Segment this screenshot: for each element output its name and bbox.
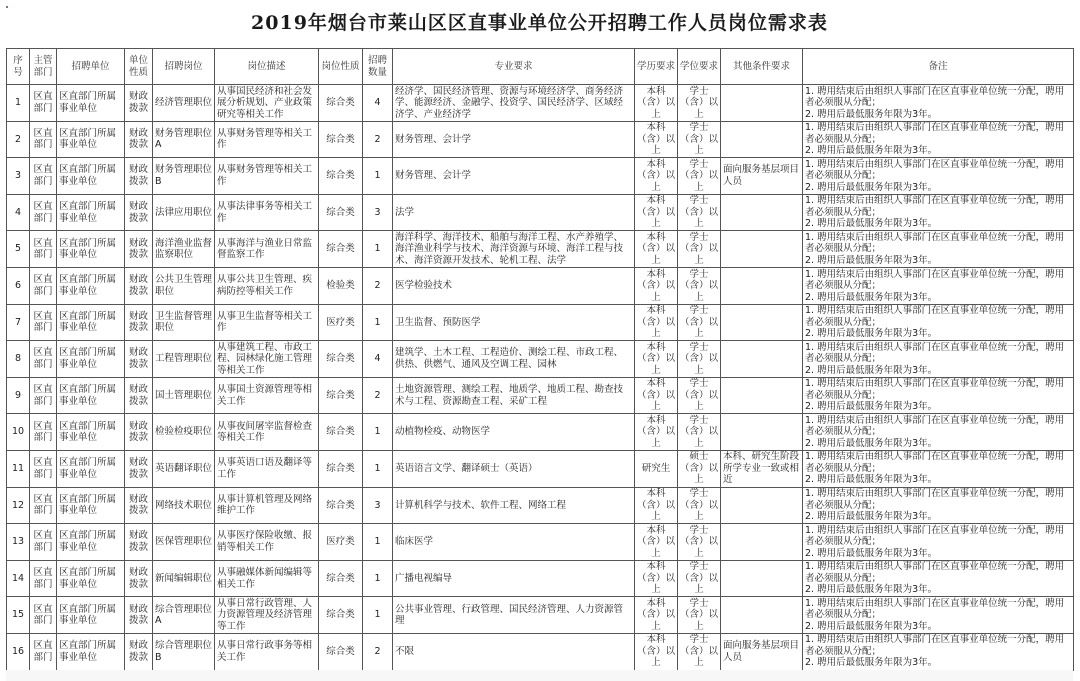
cell-edu: 本科（含）以上 <box>635 158 678 195</box>
cell-major: 经济学、国民经济管理、资源与环境经济学、商务经济学、能源经济、金融学、投资学、国民经济学、区域经济学、产业经济学 <box>393 85 635 122</box>
cell-other <box>721 597 803 634</box>
cell-nature: 财政拨款 <box>125 597 153 634</box>
cell-count: 4 <box>363 85 393 122</box>
cell-nature: 财政拨款 <box>125 450 153 487</box>
cell-unit: 区直部门所属事业单位 <box>57 304 125 341</box>
job-requirements-table <box>6 48 1074 671</box>
cell-degree: 学士（含）以上 <box>678 633 721 670</box>
cell-no: 15 <box>7 597 30 634</box>
cell-type: 医疗类 <box>319 524 363 561</box>
table-row <box>7 560 1074 597</box>
header-unit: 招聘单位 <box>57 49 125 85</box>
note-line-2: 2. 聘用后最低服务年限为3年。 <box>805 401 938 413</box>
table-row <box>7 194 1074 231</box>
header-dept: 主管部门 <box>30 49 57 85</box>
page-title: 2019年烟台市莱山区区直事业单位公开招聘工作人员岗位需求表 <box>251 12 828 34</box>
cell-post: 网络技术职位 <box>153 487 215 524</box>
cell-count: 2 <box>363 267 393 304</box>
cell-unit: 区直部门所属事业单位 <box>57 450 125 487</box>
cell-degree: 学士（含）以上 <box>678 231 721 268</box>
cell-dept: 区直部门 <box>30 158 57 195</box>
cell-unit: 区直部门所属事业单位 <box>57 377 125 414</box>
cell-post: 英语翻译职位 <box>153 450 215 487</box>
cell-desc: 从事融媒体新闻编辑等相关工作 <box>215 560 319 597</box>
cell-edu: 本科（含）以上 <box>635 194 678 231</box>
cell-unit: 区直部门所属事业单位 <box>57 341 125 378</box>
cell-unit: 区直部门所属事业单位 <box>57 633 125 670</box>
table-row <box>7 414 1074 451</box>
cell-notes <box>803 194 1074 231</box>
cell-nature: 财政拨款 <box>125 633 153 670</box>
cell-major: 动植物检疫、动物医学 <box>393 414 635 451</box>
cell-desc: 从事英语口语及翻译等工作 <box>215 450 319 487</box>
cell-other <box>721 487 803 524</box>
cell-dept: 区直部门 <box>30 524 57 561</box>
cell-count: 2 <box>363 377 393 414</box>
table-row <box>7 377 1074 414</box>
table-row <box>7 450 1074 487</box>
cell-type: 综合类 <box>319 377 363 414</box>
cell-nature: 财政拨款 <box>125 560 153 597</box>
cell-unit: 区直部门所属事业单位 <box>57 121 125 158</box>
note-line-1: 1. 聘用结束后由组织人事部门在区直事业单位统一分配，聘用者必须服从分配； <box>805 341 1065 365</box>
cell-nature: 财政拨款 <box>125 304 153 341</box>
cell-nature: 财政拨款 <box>125 121 153 158</box>
cell-dept: 区直部门 <box>30 304 57 341</box>
table-row <box>7 231 1074 268</box>
cell-post: 综合管理职位A <box>153 597 215 634</box>
cell-count: 1 <box>363 597 393 634</box>
cell-post: 综合管理职位B <box>153 633 215 670</box>
cell-degree: 学士（含）以上 <box>678 560 721 597</box>
cell-edu: 本科（含）以上 <box>635 414 678 451</box>
note-line-1: 1. 聘用结束后由组织人事部门在区直事业单位统一分配，聘用者必须服从分配； <box>805 122 1065 145</box>
cell-type: 综合类 <box>319 414 363 451</box>
note-line-2: 2. 聘用后最低服务年限为3年。 <box>805 254 938 266</box>
cell-nature: 财政拨款 <box>125 487 153 524</box>
cell-degree: 学士（含）以上 <box>678 414 721 451</box>
cell-notes <box>803 304 1074 341</box>
cell-major: 不限 <box>393 633 635 670</box>
cell-unit: 区直部门所属事业单位 <box>57 560 125 597</box>
cell-other <box>721 341 803 378</box>
cell-post: 海洋渔业监督监察职位 <box>153 231 215 268</box>
cell-count: 1 <box>363 231 393 268</box>
cell-type: 综合类 <box>319 231 363 268</box>
note-line-1: 1. 聘用结束后由组织人事部门在区直事业单位统一分配，聘用者必须服从分配； <box>805 378 1065 401</box>
note-line-1: 1. 聘用结束后由组织人事部门在区直事业单位统一分配，聘用者必须服从分配； <box>805 231 1065 255</box>
cell-dept: 区直部门 <box>30 194 57 231</box>
cell-unit: 区直部门所属事业单位 <box>57 231 125 268</box>
note-line-2: 2. 聘用后最低服务年限为3年。 <box>805 181 938 193</box>
note-line-2: 2. 聘用后最低服务年限为3年。 <box>805 328 938 340</box>
cell-edu: 本科（含）以上 <box>635 267 678 304</box>
cell-unit: 区直部门所属事业单位 <box>57 85 125 122</box>
cell-major: 法学 <box>393 194 635 231</box>
cell-type: 综合类 <box>319 85 363 122</box>
cell-post: 公共卫生管理职位 <box>153 267 215 304</box>
cell-dept: 区直部门 <box>30 414 57 451</box>
table-row <box>7 633 1074 670</box>
cell-edu: 本科（含）以上 <box>635 524 678 561</box>
note-line-1: 1. 聘用结束后由组织人事部门在区直事业单位统一分配，聘用者必须服从分配； <box>805 524 1065 548</box>
cell-type: 综合类 <box>319 633 363 670</box>
cell-notes <box>803 560 1074 597</box>
table-row <box>7 487 1074 524</box>
cell-desc: 从事建筑工程、市政工程、园林绿化施工管理等相关工作 <box>215 341 319 378</box>
cell-count: 3 <box>363 194 393 231</box>
cell-degree: 学士（含）以上 <box>678 377 721 414</box>
header-no: 序号 <box>7 49 30 85</box>
cell-unit: 区直部门所属事业单位 <box>57 414 125 451</box>
cell-major: 卫生监督、预防医学 <box>393 304 635 341</box>
note-line-2: 2. 聘用后最低服务年限为3年。 <box>805 108 938 120</box>
cell-major: 临床医学 <box>393 524 635 561</box>
note-line-1: 1. 聘用结束后由组织人事部门在区直事业单位统一分配，聘用者必须服从分配； <box>805 561 1065 584</box>
note-line-1: 1. 聘用结束后由组织人事部门在区直事业单位统一分配，聘用者必须服从分配； <box>805 597 1065 621</box>
note-line-1: 1. 聘用结束后由组织人事部门在区直事业单位统一分配，聘用者必须服从分配； <box>805 451 1065 474</box>
cell-notes <box>803 158 1074 195</box>
cell-nature: 财政拨款 <box>125 524 153 561</box>
cell-edu: 本科（含）以上 <box>635 121 678 158</box>
header-notes: 备注 <box>803 49 1074 85</box>
table-row <box>7 341 1074 378</box>
cell-major: 海洋科学、海洋技术、船舶与海洋工程、水产养殖学、海洋渔业科学与技术、海洋资源与环境、海洋工程与技术、海洋资源开发技术、轮机工程、法学 <box>393 231 635 268</box>
note-line-2: 2. 聘用后最低服务年限为3年。 <box>805 657 938 669</box>
cell-count: 2 <box>363 121 393 158</box>
table-row <box>7 597 1074 634</box>
cell-other <box>721 121 803 158</box>
cell-no: 10 <box>7 414 30 451</box>
cell-unit: 区直部门所属事业单位 <box>57 597 125 634</box>
cell-post: 经济管理职位 <box>153 85 215 122</box>
cell-dept: 区直部门 <box>30 85 57 122</box>
table-row <box>7 85 1074 122</box>
cell-type: 综合类 <box>319 560 363 597</box>
header-major: 专业要求 <box>393 49 635 85</box>
note-line-1: 1. 聘用结束后由组织人事部门在区直事业单位统一分配，聘用者必须服从分配； <box>805 414 1065 438</box>
cell-nature: 财政拨款 <box>125 377 153 414</box>
cell-dept: 区直部门 <box>30 597 57 634</box>
note-line-2: 2. 聘用后最低服务年限为3年。 <box>805 437 938 449</box>
header-degree: 学位要求 <box>678 49 721 85</box>
cell-type: 综合类 <box>319 450 363 487</box>
note-line-2: 2. 聘用后最低服务年限为3年。 <box>805 218 938 230</box>
cell-degree: 学士（含）以上 <box>678 121 721 158</box>
cell-degree: 学士（含）以上 <box>678 267 721 304</box>
cell-post: 卫生监督管理职位 <box>153 304 215 341</box>
cell-desc: 从事医疗保险收缴、报销等相关工作 <box>215 524 319 561</box>
cell-post: 检验检疫职位 <box>153 414 215 451</box>
cell-edu: 本科（含）以上 <box>635 487 678 524</box>
cell-desc: 从事日常行政管理、人力资源管理及经济管理等工作 <box>215 597 319 634</box>
cell-nature: 财政拨款 <box>125 414 153 451</box>
cell-other <box>721 377 803 414</box>
cell-type: 综合类 <box>319 597 363 634</box>
cell-other <box>721 85 803 122</box>
cell-notes <box>803 414 1074 451</box>
cell-post: 法律应用职位 <box>153 194 215 231</box>
cell-unit: 区直部门所属事业单位 <box>57 267 125 304</box>
cell-count: 1 <box>363 524 393 561</box>
note-line-1: 1. 聘用结束后由组织人事部门在区直事业单位统一分配，聘用者必须服从分配； <box>805 305 1065 328</box>
cell-type: 综合类 <box>319 487 363 524</box>
cell-notes <box>803 633 1074 670</box>
cell-no: 1 <box>7 85 30 122</box>
note-line-2: 2. 聘用后最低服务年限为3年。 <box>805 511 938 523</box>
cell-dept: 区直部门 <box>30 560 57 597</box>
cell-desc: 从事国土资源管理等相关工作 <box>215 377 319 414</box>
cell-degree: 学士（含）以上 <box>678 158 721 195</box>
note-line-2: 2. 聘用后最低服务年限为3年。 <box>805 364 938 376</box>
cell-other <box>721 231 803 268</box>
cell-edu: 本科（含）以上 <box>635 597 678 634</box>
header-row <box>7 49 1074 85</box>
cell-post: 国土管理职位 <box>153 377 215 414</box>
note-line-2: 2. 聘用后最低服务年限为3年。 <box>805 145 938 157</box>
cell-notes <box>803 267 1074 304</box>
cell-no: 3 <box>7 158 30 195</box>
header-edu: 学历要求 <box>635 49 678 85</box>
cell-type: 检验类 <box>319 267 363 304</box>
cell-degree: 学士（含）以上 <box>678 194 721 231</box>
table-row <box>7 158 1074 195</box>
note-line-2: 2. 聘用后最低服务年限为3年。 <box>805 547 938 559</box>
cell-desc: 从事法律事务等相关工作 <box>215 194 319 231</box>
cell-notes <box>803 231 1074 268</box>
cell-count: 1 <box>363 450 393 487</box>
cell-count: 1 <box>363 304 393 341</box>
cell-no: 12 <box>7 487 30 524</box>
cell-major: 财务管理、会计学 <box>393 158 635 195</box>
cell-nature: 财政拨款 <box>125 158 153 195</box>
cell-post: 财务管理职位B <box>153 158 215 195</box>
cell-notes <box>803 524 1074 561</box>
cell-dept: 区直部门 <box>30 487 57 524</box>
header-desc: 岗位描述 <box>215 49 319 85</box>
note-line-2: 2. 聘用后最低服务年限为3年。 <box>805 584 938 596</box>
cell-notes <box>803 85 1074 122</box>
cell-edu: 本科（含）以上 <box>635 341 678 378</box>
cell-desc: 从事国民经济和社会发展分析规划、产业政策研究等相关工作 <box>215 85 319 122</box>
cell-type: 综合类 <box>319 341 363 378</box>
cell-edu: 本科（含）以上 <box>635 85 678 122</box>
cell-nature: 财政拨款 <box>125 194 153 231</box>
cell-count: 1 <box>363 560 393 597</box>
cell-dept: 区直部门 <box>30 377 57 414</box>
note-line-2: 2. 聘用后最低服务年限为3年。 <box>805 291 938 303</box>
cell-post: 工程管理职位 <box>153 341 215 378</box>
cell-other: 面向服务基层项目人员 <box>721 158 803 195</box>
cell-degree: 学士（含）以上 <box>678 85 721 122</box>
header-type: 岗位性质 <box>319 49 363 85</box>
cell-degree: 学士（含）以上 <box>678 341 721 378</box>
cell-notes <box>803 341 1074 378</box>
cell-edu: 本科（含）以上 <box>635 633 678 670</box>
cell-dept: 区直部门 <box>30 450 57 487</box>
cell-major: 广播电视编导 <box>393 560 635 597</box>
table-row <box>7 524 1074 561</box>
cell-no: 9 <box>7 377 30 414</box>
note-line-1: 1. 聘用结束后由组织人事部门在区直事业单位统一分配，聘用者必须服从分配； <box>805 158 1065 182</box>
cell-other <box>721 304 803 341</box>
cell-notes <box>803 121 1074 158</box>
cell-nature: 财政拨款 <box>125 85 153 122</box>
note-line-1: 1. 聘用结束后由组织人事部门在区直事业单位统一分配，聘用者必须服从分配； <box>805 634 1065 657</box>
cell-count: 2 <box>363 633 393 670</box>
cell-type: 综合类 <box>319 121 363 158</box>
note-line-2: 2. 聘用后最低服务年限为3年。 <box>805 474 938 486</box>
cell-notes <box>803 450 1074 487</box>
cell-degree: 学士（含）以上 <box>678 304 721 341</box>
cell-unit: 区直部门所属事业单位 <box>57 524 125 561</box>
cell-type: 医疗类 <box>319 304 363 341</box>
cell-major: 医学检验技术 <box>393 267 635 304</box>
cell-notes <box>803 487 1074 524</box>
cell-major: 计算机科学与技术、软件工程、网络工程 <box>393 487 635 524</box>
cell-desc: 从事公共卫生管理、疾病防控等相关工作 <box>215 267 319 304</box>
cell-dept: 区直部门 <box>30 341 57 378</box>
cell-edu: 本科（含）以上 <box>635 560 678 597</box>
header-post: 招聘岗位 <box>153 49 215 85</box>
cell-no: 7 <box>7 304 30 341</box>
cell-desc: 从事海洋与渔业日常监督监察工作 <box>215 231 319 268</box>
cell-major: 公共事业管理、行政管理、国民经济管理、人力资源管理 <box>393 597 635 634</box>
cell-other <box>721 560 803 597</box>
cell-desc: 从事日常行政事务等相关工作 <box>215 633 319 670</box>
cell-major: 财务管理、会计学 <box>393 121 635 158</box>
cell-other <box>721 414 803 451</box>
header-other: 其他条件要求 <box>721 49 803 85</box>
note-line-1: 1. 聘用结束后由组织人事部门在区直事业单位统一分配，聘用者必须服从分配； <box>805 488 1065 511</box>
header-nature: 单位性质 <box>125 49 153 85</box>
cell-other: 面向服务基层项目人员 <box>721 633 803 670</box>
cell-major: 建筑学、土木工程、工程造价、测绘工程、市政工程、供热、供燃气、通风及空调工程、园林 <box>393 341 635 378</box>
cell-other: 本科、研究生阶段所学专业一致或相近 <box>721 450 803 487</box>
cell-degree: 学士（含）以上 <box>678 487 721 524</box>
table-row <box>7 304 1074 341</box>
cell-type: 综合类 <box>319 194 363 231</box>
cell-edu: 本科（含）以上 <box>635 231 678 268</box>
sheet-bottom-empty-row <box>6 670 1073 681</box>
cell-edu: 本科（含）以上 <box>635 377 678 414</box>
cell-degree: 硕士（含）以上 <box>678 450 721 487</box>
cell-count: 3 <box>363 487 393 524</box>
cell-edu: 本科（含）以上 <box>635 304 678 341</box>
header-count: 招聘数量 <box>363 49 393 85</box>
cell-desc: 从事计算机管理及网络维护工作 <box>215 487 319 524</box>
cell-dept: 区直部门 <box>30 121 57 158</box>
cell-desc: 从事财务管理等相关工作 <box>215 158 319 195</box>
cell-no: 14 <box>7 560 30 597</box>
note-line-2: 2. 聘用后最低服务年限为3年。 <box>805 620 938 632</box>
cell-no: 16 <box>7 633 30 670</box>
note-line-1: 1. 聘用结束后由组织人事部门在区直事业单位统一分配，聘用者必须服从分配； <box>805 85 1065 109</box>
cell-notes <box>803 597 1074 634</box>
cell-notes <box>803 377 1074 414</box>
note-line-1: 1. 聘用结束后由组织人事部门在区直事业单位统一分配，聘用者必须服从分配； <box>805 268 1065 292</box>
cell-post: 新闻编辑职位 <box>153 560 215 597</box>
cell-edu: 研究生 <box>635 450 678 487</box>
cell-no: 8 <box>7 341 30 378</box>
cell-other <box>721 524 803 561</box>
cell-no: 5 <box>7 231 30 268</box>
cell-no: 4 <box>7 194 30 231</box>
cell-other <box>721 267 803 304</box>
cell-desc: 从事财务管理等相关工作 <box>215 121 319 158</box>
cell-no: 6 <box>7 267 30 304</box>
cell-nature: 财政拨款 <box>125 267 153 304</box>
cell-count: 1 <box>363 414 393 451</box>
cell-nature: 财政拨款 <box>125 231 153 268</box>
cell-degree: 学士（含）以上 <box>678 524 721 561</box>
cell-desc: 从事卫生监督等相关工作 <box>215 304 319 341</box>
cell-other <box>721 194 803 231</box>
cell-count: 4 <box>363 341 393 378</box>
cell-no: 11 <box>7 450 30 487</box>
cell-major: 土地资源管理、测绘工程、地质学、地质工程、勘查技术与工程、资源勘查工程、采矿工程 <box>393 377 635 414</box>
cell-unit: 区直部门所属事业单位 <box>57 487 125 524</box>
cell-major: 英语语言文学、翻译硕士（英语） <box>393 450 635 487</box>
cell-no: 13 <box>7 524 30 561</box>
cell-type: 综合类 <box>319 158 363 195</box>
cell-unit: 区直部门所属事业单位 <box>57 158 125 195</box>
cell-dept: 区直部门 <box>30 267 57 304</box>
cell-desc: 从事夜间屠宰监督检查等相关工作 <box>215 414 319 451</box>
cell-no: 2 <box>7 121 30 158</box>
cell-degree: 学士（含）以上 <box>678 597 721 634</box>
table-row <box>7 121 1074 158</box>
cell-dept: 区直部门 <box>30 633 57 670</box>
note-line-1: 1. 聘用结束后由组织人事部门在区直事业单位统一分配，聘用者必须服从分配； <box>805 195 1065 218</box>
cell-dept: 区直部门 <box>30 231 57 268</box>
cell-post: 医保管理职位 <box>153 524 215 561</box>
cell-nature: 财政拨款 <box>125 341 153 378</box>
cell-post: 财务管理职位A <box>153 121 215 158</box>
cell-unit: 区直部门所属事业单位 <box>57 194 125 231</box>
cell-count: 1 <box>363 158 393 195</box>
table-row <box>7 267 1074 304</box>
